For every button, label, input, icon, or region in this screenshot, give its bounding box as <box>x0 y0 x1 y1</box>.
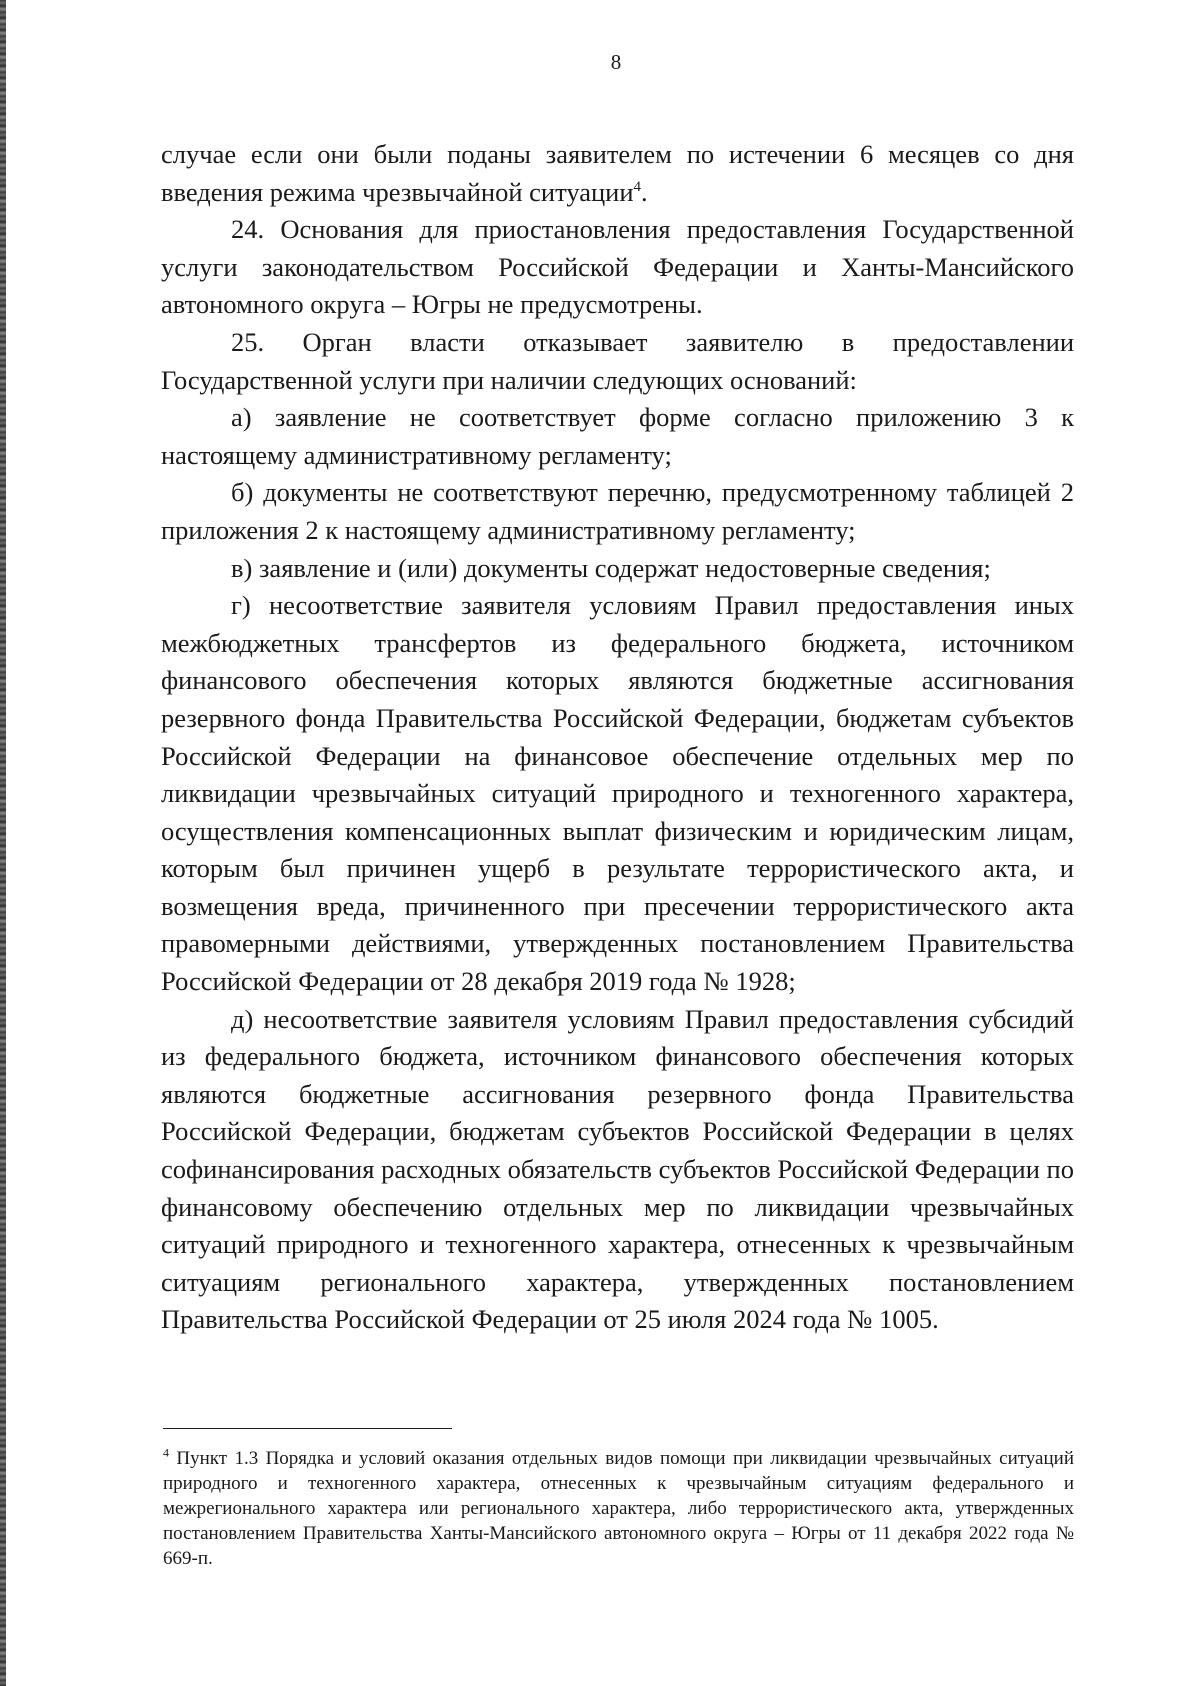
scan-edge <box>0 0 6 1686</box>
page-number: 8 <box>610 50 622 74</box>
paragraph-25: 25. Орган власти отказывает заявителю в предоставлении Государственной услуги при наличии следующих оснований: <box>161 326 1074 395</box>
footnote-reference: 4 <box>633 178 642 195</box>
list-item-b: б) документы не соответствуют перечню, предусмотренному таблицей 2 приложения 2 к настоящему административному регламенту; <box>161 477 1074 545</box>
footnote <box>163 1446 1074 1571</box>
list-item-a: а) заявление не соответствует форме согласно приложению 3 к настоящему административному регламенту; <box>161 402 1074 470</box>
list-item-g: г) несоответствие заявителя условиям Правил предоставления иных межбюджетных трансфертов из федерального бюджета, источником финансового обеспечения которых являются бюджетные ассигнования резервного фонда Правительства Российской Федерации, бюджетам субъектов Российской Федерации на финансовое обеспечение отдельных мер по ликвидации чрезвычайных ситуаций природного и техногенного характера, осуществления компенсационных выплат физическим и юридическим лицам, которым был причинен ущерб в результате террористического акта, и возмещения вреда, причиненного при пресечении террористического акта правомерными действиями, утвержденных постановлением Правительства Российской Федерации от 28 декабря 2019 года № 1928; <box>161 590 1074 997</box>
footnote-text: Пункт 1.3 Порядка и условий оказания отдельных видов помощи при ликвидации чрезвычайных ситуаций природного и техногенного характера, отнесенных к чрезвычайным ситуациям федерального и межрегионального характера или регионального характера, либо террористического акта, утвержденных постановлением Правительства Ханты-Мансийского автономного округа – Югры от 11 декабря 2022 года № 669-п. <box>163 1448 1074 1569</box>
footnote-divider <box>163 1428 452 1429</box>
list-item-d: д) несоответствие заявителя условиям Правил предоставления субсидий из федерального бюджета, источником финансового обеспечения которых являются бюджетные ассигнования резервного фонда Правительства Российской Федерации, бюджетам субъектов Российской Федерации в целях софинансирования расходных обязательств субъектов Российской Федерации по финансовому обеспечению отдельных мер по ликвидации чрезвычайных ситуаций природного и техногенного характера, отнесенных к чрезвычайным ситуациям регионального характера, утвержденных постановлением Правительства Российской Федерации от 25 июля 2024 года № 1005. <box>161 1003 1074 1335</box>
paragraph-continuation <box>161 136 1074 211</box>
list-item-v: в) заявление и (или) документы содержат недостоверные сведения; <box>231 552 991 583</box>
paragraph-continuation-text: случае если они были поданы заявителем по истечении 6 месяцев со дня введения режима чрезвычайной ситуации <box>161 139 1074 207</box>
document-body <box>161 136 1074 1339</box>
paragraph-continuation-end: . <box>641 176 648 207</box>
footnote-mark: 4 <box>163 1445 169 1460</box>
paragraph-24: 24. Основания для приостановления предоставления Государственной услуги законодательством Российской Федерации и Ханты-Мансийского автономного округа – Югры не предусмотрены. <box>161 214 1074 320</box>
